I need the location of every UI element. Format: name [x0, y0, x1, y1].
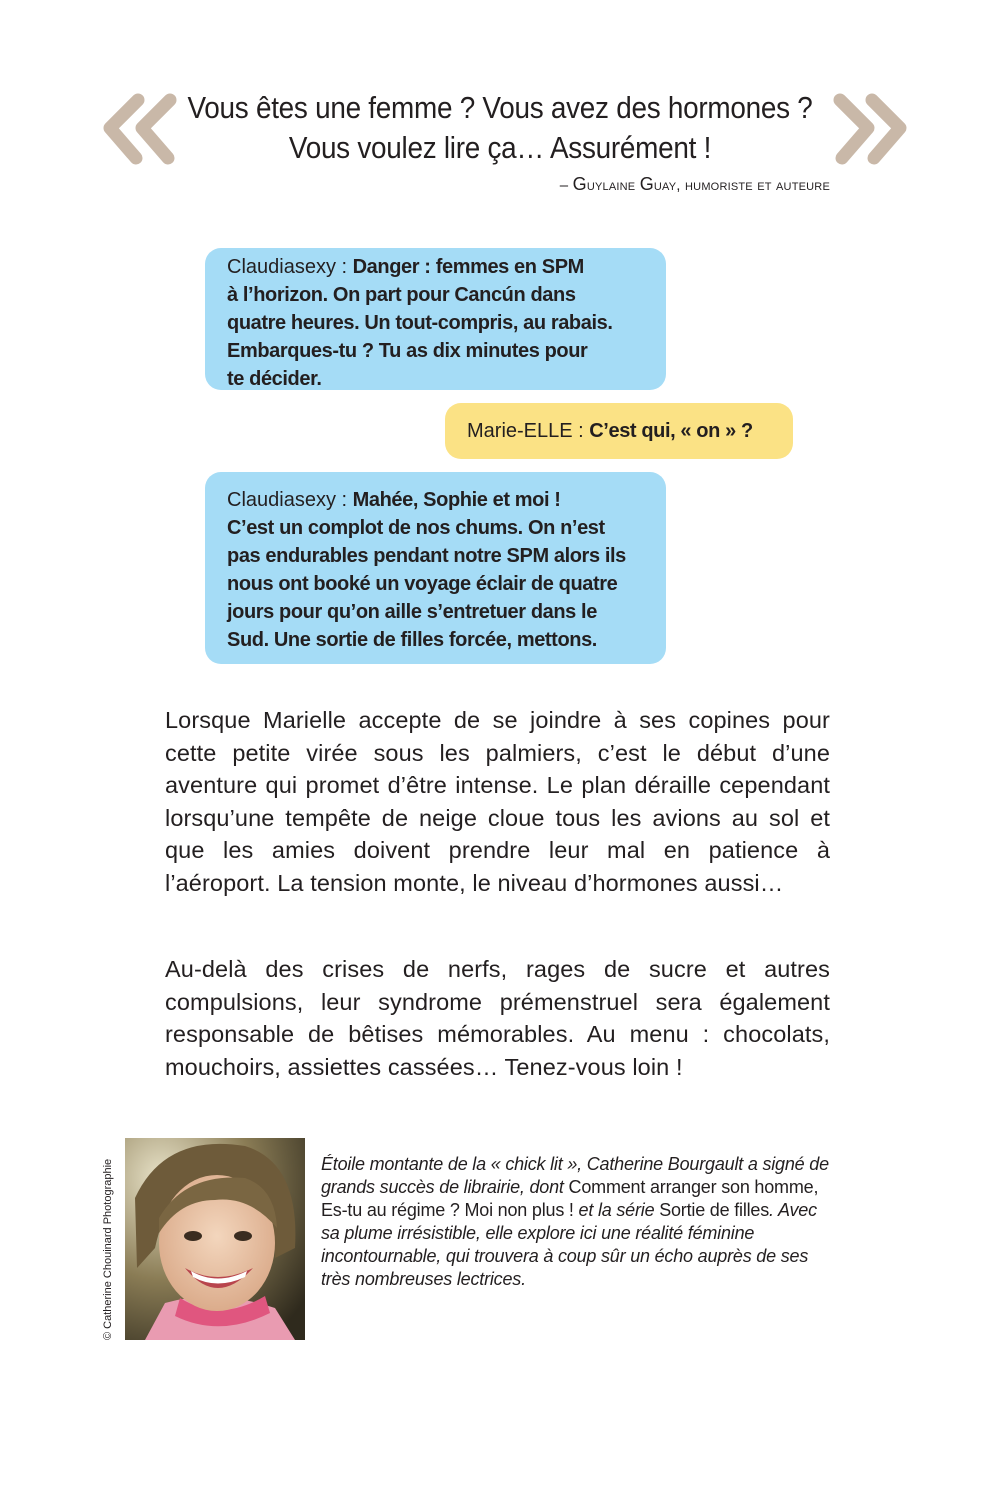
- quote-close-icon: [822, 88, 912, 170]
- book-titles: Comment arranger son homme, Es-tu au régime ? Moi non plus !: [321, 1177, 819, 1220]
- chat-bubble-3: Claudiasexy : Mahée, Sophie et moi ! C’est un complot de nos chums. On n’est pas endurables pendant notre SPM alors ils nous ont booké un voyage éclair de quatre jours pour qu’on aille s’entretuer dans le Sud. Une sortie de filles forcée, mettons.: [205, 472, 666, 664]
- quote-attribution: – Guylaine Guay, humoriste et auteure: [559, 174, 830, 194]
- author-photo: [125, 1138, 305, 1340]
- photo-credit: © Catherine Chouinard Photographie: [102, 1158, 114, 1340]
- quote-line-2: Vous voulez lire ça… Assurément !: [288, 130, 712, 165]
- quote-line-1: Vous êtes une femme ? Vous avez des hormones ?: [187, 90, 813, 125]
- chat-sender: Marie-ELLE :: [467, 420, 590, 442]
- quote-open-icon: [98, 88, 188, 170]
- summary-paragraph-2: Au-delà des crises de nerfs, rages de sucre et autres compulsions, leur syndrome prémenstruel sera également responsable de bêtises mémorables. Au menu : chocolats, mouchoirs, assiettes cassées… Tenez-vous loin !: [165, 956, 830, 1080]
- chat-sender: Claudiasexy :: [227, 489, 353, 511]
- chat-bubble-1: Claudiasexy : Danger : femmes en SPM à l’horizon. On part pour Cancún dans quatre heures. Un tout-compris, au rabais. Embarques-tu ? Tu as dix minutes pour te décider.: [205, 248, 666, 390]
- series-title: Sortie de filles: [659, 1200, 770, 1220]
- chat-sender: Claudiasexy :: [227, 256, 353, 278]
- summary-paragraph-1: Lorsque Marielle accepte de se joindre à ses copines pour cette petite virée sous les palmiers, c’est le début d’une aventure qui promet d’être intense. Le plan déraille cependant lorsqu’une tempête de neige cloue tous les avions au sol et que les amies doivent prendre leur mal en patience à l’aéroport. La tension monte, le niveau d’hormones aussi…: [165, 707, 830, 896]
- chat-bubble-2: Marie-ELLE : C’est qui, « on » ?: [445, 403, 793, 459]
- author-bio: Étoile montante de la « chick lit », Catherine Bourgault a signé de grands succès de librairie, dont Comment arranger son homme, Es-tu au régime ? Moi non plus ! et la série Sortie de filles. Avec sa plume irrésistible, elle explore ici une réalité féminine incontournable, qui trouvera à coup sûr un écho auprès de ses très nombreuses lectrices.: [321, 1154, 829, 1289]
